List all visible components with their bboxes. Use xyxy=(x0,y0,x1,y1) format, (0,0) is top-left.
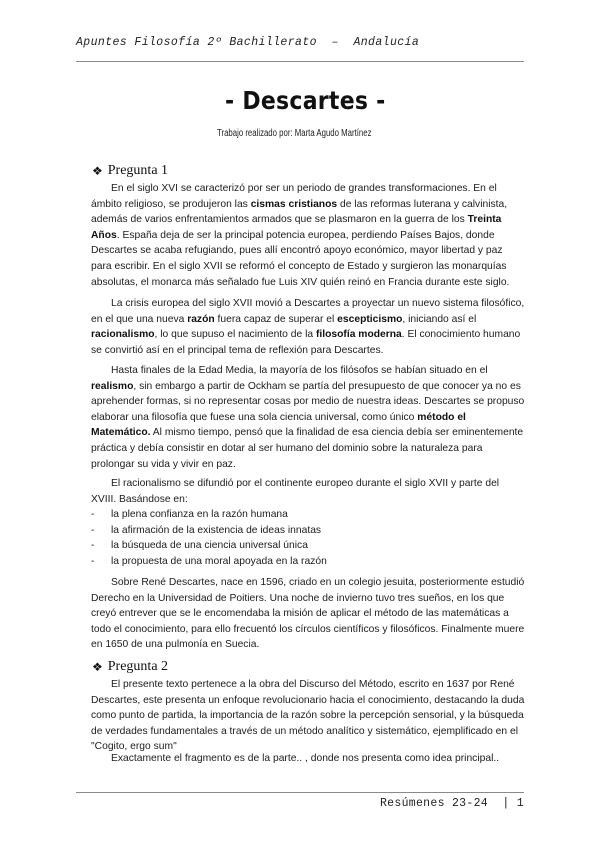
p2-text-2: fuera capaz de superar el xyxy=(214,313,338,325)
dash-marker: - xyxy=(91,509,95,520)
running-header: Apuntes Filosofía 2º Bachillerato – Andalucía xyxy=(76,36,420,49)
p1-text-1: En el siglo XVI se caracterizó por ser un periodo de grandes transformaciones. En el ámbito religioso, se produjeron las xyxy=(91,183,497,210)
p5-text: Sobre René Descartes, nace en 1596, criado en un colegio jesuita, posteriormente estudió Derecho en la Universidad de Poitiers. Una noche de invierno tuvo tres sueños, en los que creyó entrever que se le encomendaba la misión de aplicar el método de las matemáticas a todo el conocimiento, para ello frecuentó los círculos científicos y filosóficos. Finalmente muere en 1650 de una pulmonía en Suecia. xyxy=(91,577,525,651)
paragraph-7 xyxy=(91,751,525,767)
p3-text-2: , sin embargo a partir de Ockham se partía del presupuesto de que conocer ya no es aprehender formas, si no representar cosas por medio de nuestra ideas. Descartes se propuso elaborar una filosofía que fuese una sola ciencia universal, como único xyxy=(91,380,525,423)
p7-text: Exactamente el fragmento es de la parte.. , donde nos presenta como idea principal.. xyxy=(111,753,500,764)
p3-bold-1: realismo xyxy=(91,380,134,392)
question-heading-1 xyxy=(92,163,168,179)
diamond-bullet-icon: ❖ xyxy=(92,660,103,674)
diamond-bullet-icon: ❖ xyxy=(92,164,103,178)
list-item xyxy=(91,523,525,539)
p4-text: El racionalismo se difundió por el continente europeo durante el siglo XVII y parte del XVIII. Basándose en: xyxy=(91,478,500,505)
question-heading-2 xyxy=(92,659,168,675)
paragraph-2 xyxy=(91,296,525,358)
paragraph-3 xyxy=(91,363,525,472)
p2-text-1: La crisis europea del siglo XVII movió a Descartes a proyectar un nuevo sistema filosófico, en el que una nueva xyxy=(91,298,525,325)
list-item-text: la afirmación de la existencia de ideas innatas xyxy=(111,524,322,536)
paragraph-5 xyxy=(91,575,525,653)
p2-bold-2: escepticismo xyxy=(337,313,403,325)
p6-text: El presente texto pertenece a la obra del Discurso del Método, escrito en 1637 por René Descartes, este presenta un enfoque revolucionario hacia el conocimiento, destacando la duda como punto de partida, la importancia de la razón sobre la percepción sensorial, y la búsqueda de verdades fundamentales a través de un método analítico y sistemático, ejemplificado en el "Cogito, ergo sum" xyxy=(91,679,525,753)
p1-bold-1: cismas cristianos xyxy=(250,198,338,210)
dash-marker: - xyxy=(91,524,95,536)
question-label-1: Pregunta 1 xyxy=(107,163,169,178)
list-item-text: la plena confianza en la razón humana xyxy=(111,509,288,520)
p2-text-4: , lo que supuso el nacimiento de la xyxy=(154,329,316,341)
p2-bold-3: racionalismo xyxy=(91,329,155,341)
list-item xyxy=(91,554,525,570)
header-rule xyxy=(76,61,524,62)
p1-text-3: . España deja de ser la principal potencia europea, perdiendo Países Bajos, donde Descartes se acaba refugiando, pues allí encontró apoyo económico, mayor libertad y paz para escribir. En el siglo XVII se reformó el concepto de Estado y surgieron las monarquías absolutas, el monarca más señalado fue Luis XIV quién reinó en Francia durante este siglo. xyxy=(91,229,510,288)
bullet-list xyxy=(91,507,525,569)
running-footer: Resúmenes 23-24 | 1 xyxy=(379,797,524,810)
page-title: - Descartes - xyxy=(225,86,386,115)
p2-text-5: . El conocimiento humano se convirtió así en el principal tema de reflexión para Descartes. xyxy=(91,329,521,356)
author-line: Trabajo realizado por: Marta Agudo Martínez xyxy=(217,128,372,139)
p3-bold-2: método el Matemático. xyxy=(91,411,466,439)
list-item-text: la búsqueda de una ciencia universal única xyxy=(111,540,308,552)
list-item xyxy=(91,507,525,523)
p3-text-3: Al mismo tiempo, pensó que la finalidad de esa ciencia debía ser eminentemente práctica y debía consistir en dotar al ser humano del dominio sobre la naturaleza para prolongar su vida y vivir en paz. xyxy=(91,427,524,470)
dash-marker: - xyxy=(91,540,95,552)
list-item xyxy=(91,538,525,554)
question-label-2: Pregunta 2 xyxy=(107,659,169,674)
p2-bold-1: razón xyxy=(187,313,215,325)
paragraph-6 xyxy=(91,677,525,755)
paragraph-1 xyxy=(91,181,525,290)
p3-text-1: Hasta finales de la Edad Media, la mayoría de los filósofos se habían situado en el xyxy=(111,365,488,376)
footer-rule xyxy=(76,792,524,793)
paragraph-4 xyxy=(91,476,525,507)
p2-bold-4: filosofía moderna xyxy=(315,329,402,341)
list-item-text: la propuesta de una moral apoyada en la razón xyxy=(111,555,327,567)
p1-text-2: de las reformas luterana y calvinista, además de varios enfrentamientos armados que se plasmaron en la guerra de los xyxy=(91,198,508,226)
dash-marker: - xyxy=(91,555,95,567)
p1-bold-2: Treinta Años xyxy=(91,214,502,241)
p2-text-3: , iniciando así el xyxy=(402,313,477,325)
